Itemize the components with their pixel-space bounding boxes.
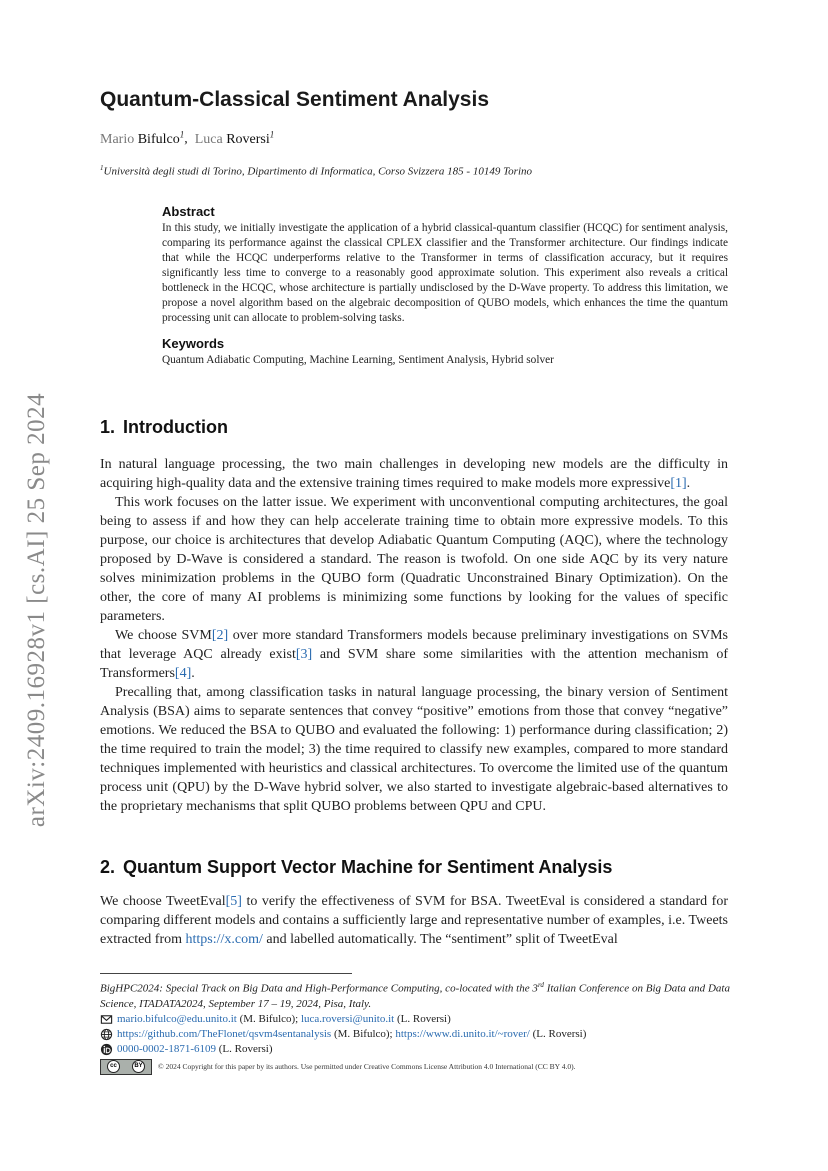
email-line: mario.bifulco@edu.unito.it (M. Bifulco); luca.roversi@unito.it (L. Roversi) <box>100 1012 730 1027</box>
keywords-heading: Keywords <box>162 336 225 351</box>
envelope-icon <box>100 1013 113 1026</box>
venue-note: BigHPC2024: Special Track on Big Data and High-Performance Computing, co-located with the 3rd Italian Conference on Big Data and Data Science, ITADATA2024, September 17 – 19, 2024, Pisa, Italy. <box>100 981 730 1010</box>
abstract-text: In this study, we initially investigate the application of a hybrid classical-quantum classifier (HCQC) for sentiment analysis, comparing its performance against the classical CPLEX classifier and the Transformer architecture. Our findings indicate that while the HCQC underperforms relative to the Transformer in terms of classification accuracy, but it requires significantly less time to converge to a reasonably good approximate solution. This experiment also reveals a critical bottleneck in the HCQC, whose architecture is partially undisclosed by the D-Wave property. To address this limitation, we propose a novel algorithm based on the algebraic decomposition of QUBO models, which enhances the time the quantum processing unit can allocate to problem-solving tasks. <box>162 222 728 324</box>
paragraph: We choose TweetEval[5] to verify the effectiveness of SVM for BSA. TweetEval is considered a standard for comparing different models and contains a sufficiently large and representative number of examples, i.e. Tweets extracted from https://x.com/ and labelled automatically. The “sentiment” split of TweetEval <box>100 894 728 947</box>
url-link[interactable]: https://www.di.unito.it/~rover/ <box>395 1027 530 1040</box>
copyright-text: © 2024 Copyright for this paper by its authors. Use permitted under Creative Commons License Attribution 4.0 International (CC BY 4.0). <box>158 1062 576 1072</box>
url-link[interactable]: https://x.com/ <box>185 932 263 947</box>
web-line: https://github.com/TheFlonet/qsvm4sentanalysis (M. Bifulco); https://www.di.unito.it/~rover/ (L. Roversi) <box>100 1027 730 1042</box>
citation-link[interactable]: [4] <box>174 666 192 681</box>
keywords-text: Quantum Adiabatic Computing, Machine Learning, Sentiment Analysis, Hybrid solver <box>162 354 554 366</box>
author: Luca Roversi$^1$ <box>194 129 275 147</box>
arxiv-stamp <box>22 372 52 848</box>
email-link[interactable]: luca.roversi@unito.it <box>300 1012 395 1025</box>
footnotes <box>100 978 730 1075</box>
abstract-block <box>162 204 728 368</box>
cc-by-badge[interactable]: cc BY <box>100 1059 152 1075</box>
citation-link[interactable]: [5] <box>225 894 242 909</box>
paragraph: We choose SVM[2] over more standard Transformers models because preliminary investigations on SVMs that leverage AQC already exist[3] and SVM share some similarities with the attention mechanism of Transformers[4]. <box>100 628 728 681</box>
citation-link[interactable]: [2] <box>211 628 229 643</box>
orcid-line: 0000-0002-1871-6109 (L. Roversi) <box>100 1042 730 1057</box>
section2-body <box>100 892 728 949</box>
url-link[interactable]: https://github.com/TheFlonet/qsvm4sentanalysis <box>117 1027 332 1040</box>
affiliation: $^1$Università degli studi di Torino, Dipartimento di Informatica, Corso Svizzera 185 - 10149 Torino <box>100 164 533 178</box>
license-line <box>100 1059 730 1075</box>
author: Mario Bifulco$^1$ <box>100 129 185 147</box>
footnote-rule <box>100 973 352 974</box>
paragraph: In natural language processing, the two main challenges in developing new models are the difficulty in acquiring high-quality data and the extensive training times required to make models more expressive[1]. <box>100 457 728 491</box>
author-list: Mario Bifulco$^1$, Luca Roversi$^1$ <box>100 129 275 147</box>
section-heading-qsvm: 2. Quantum Support Vector Machine for Sentiment Analysis <box>100 857 613 877</box>
abstract-heading: Abstract <box>162 204 215 219</box>
email-link[interactable]: mario.bifulco@edu.unito.it <box>117 1012 237 1025</box>
paper-title: Quantum-Classical Sentiment Analysis <box>100 88 490 111</box>
paragraph: Precalling that, among classification tasks in natural language processing, the binary version of Sentiment Analysis (BSA) aims to separate sentences that convey “positive” emotions from those that convey “negative” emotions. We reduced the BSA to QUBO and evaluated the following: 1) performance during classification; 2) the time required to train the model; 3) the time required to classify new examples, compared to more standard techniques implemented with heuristics and classical architectures. To overcome the limited use of the quantum process unit (QPU) by the D-Wave hybrid solver, we also started to investigate algebraic-based alternatives to the proprietary mechanisms that split QUBO problems between QPU and CPU. <box>100 685 728 814</box>
arxiv-stamp-text: arXiv:2409.16928v1 [cs.AI] 25 Sep 2024 <box>23 392 50 828</box>
introduction-body <box>100 455 728 816</box>
orcid-link[interactable]: 0000-0002-1871-6109 <box>117 1042 216 1055</box>
orcid-icon <box>100 1043 113 1056</box>
section-heading-introduction: 1. Introduction <box>100 417 228 437</box>
citation-link[interactable]: [1] <box>670 476 687 491</box>
citation-link[interactable]: [3] <box>295 647 313 662</box>
paragraph: This work focuses on the latter issue. We experiment with unconventional computing architectures, the goal being to assess if and how they can help accelerate training time to obtain more expressive models. To this purpose, our choice is architectures that develop Adiabatic Quantum Computing (AQC), where the technology proposed by D-Wave is considered a standard. The reason is twofold. On one side AQC by its very nature solves minimization problems in the QUBO form (Quadratic Unconstrained Binary Optimization). On the other, the core of many AI problems is minimizing some functions by looking for the values of specific parameters. <box>100 495 728 624</box>
globe-icon <box>100 1028 113 1041</box>
